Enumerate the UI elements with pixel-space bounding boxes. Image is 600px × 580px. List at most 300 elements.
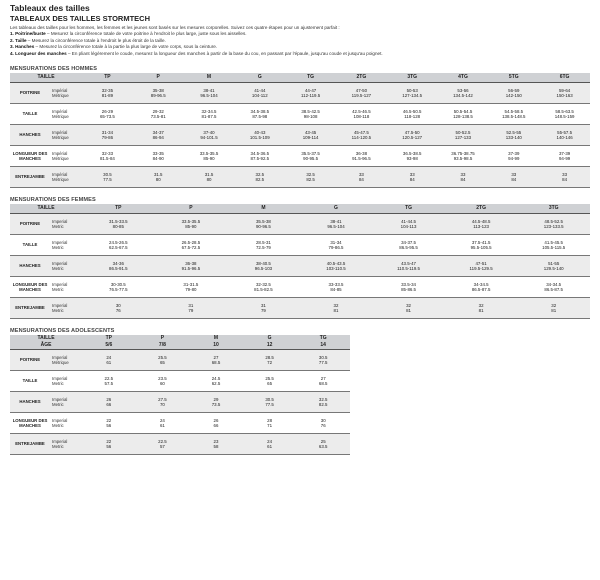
unit-labels [50, 413, 82, 434]
value-metric: 84-90 [152, 156, 164, 162]
value-metric: 86.5-87.5 [544, 287, 563, 293]
value-imperial: 41-44.5 [401, 218, 416, 224]
unit-imperial: Imperial [52, 302, 68, 308]
value-imperial: 36-38 [185, 260, 197, 266]
value-imperial: 38.5-42.5 [301, 108, 320, 114]
value-metric: 90-95.5 [303, 156, 319, 162]
size-cell [155, 256, 228, 277]
size-header-m: M [184, 73, 235, 83]
value-imperial: 40.5-43.5 [326, 260, 346, 266]
size-cell [136, 413, 190, 434]
size-cell [133, 146, 184, 167]
age-header-value: 7/8 [136, 342, 190, 350]
size-cell [82, 434, 136, 455]
size-cell [517, 214, 590, 235]
unit-metric: Métrique [52, 135, 69, 141]
value-imperial: 33.5-34 [401, 281, 416, 287]
measurement-label: TAILLE [10, 235, 50, 256]
value-imperial: 29 [213, 396, 219, 402]
value-imperial: 58.5-63.5 [555, 108, 574, 114]
table-row [10, 371, 350, 392]
value-imperial: 32-32.5 [255, 281, 271, 287]
size-header-m: M [189, 335, 243, 342]
value-metric: 94-99 [558, 156, 571, 162]
size-cell [82, 350, 136, 371]
unit-imperial: Imperial [52, 417, 68, 423]
value-imperial: 41.5-45.5 [544, 239, 563, 245]
value-metric: 82.5 [318, 402, 328, 408]
page-subtitle: TABLEAUX DES TAILLES STORMTECH [10, 14, 151, 23]
value-imperial: 47-50 [355, 87, 368, 93]
value-metric: 86.5-91.5 [109, 266, 128, 272]
value-metric: 86.5-87.5 [471, 287, 491, 293]
value-imperial: 34-37 [152, 129, 164, 135]
unit-imperial: Impérial [52, 129, 68, 135]
value-imperial: 59-64 [558, 87, 571, 93]
value-imperial: 47-51 [475, 260, 487, 266]
step-text: – En pliant légèrement le coude, mesurez la longueur des manches à partir de la base du cou, en passant par l'épaule, jusqu'au coude et jusqu'au poignet. [66, 50, 383, 56]
size-cell [155, 277, 228, 298]
size-cell [445, 256, 518, 277]
value-imperial: 50.5-54.5 [453, 108, 473, 114]
value-metric: 150-163 [556, 93, 573, 99]
men-section-title: MENSURATIONS DES HOMMES [10, 66, 98, 73]
value-metric: 104-113 [400, 224, 417, 230]
size-cell [285, 104, 336, 125]
value-metric: 84 [562, 177, 568, 183]
value-imperial: 36.5-38.5 [402, 150, 422, 156]
size-cell [372, 235, 445, 256]
size-cell [184, 104, 235, 125]
measurement-label: ENTREJAMBE [10, 298, 50, 319]
value-metric: 142-150 [505, 93, 522, 99]
value-metric: 57.5 [104, 381, 114, 387]
value-imperial: 22.5 [104, 375, 114, 381]
value-imperial: 31.5 [153, 171, 163, 177]
size-cell [234, 104, 285, 125]
size-cell [184, 83, 235, 104]
size-cell [184, 125, 235, 146]
value-metric: 98-108 [303, 114, 318, 120]
value-metric: 148.5-159 [554, 114, 575, 120]
unit-imperial: Imperial [52, 281, 68, 287]
unit-metric: Métrique [52, 93, 69, 99]
value-metric: 95.5-105.5 [470, 245, 492, 251]
step-text: – Mesurez la circonférence totale de votre poitrine à l'endroit le plus large, juste sous les aisselles. [45, 31, 247, 37]
measurement-label: LONGUEUR DES MANCHES [10, 413, 50, 434]
value-metric: 66 [213, 423, 219, 429]
size-cell [82, 256, 155, 277]
size-cell [296, 350, 350, 371]
size-cell [82, 214, 155, 235]
value-imperial: 31-31.5 [183, 281, 199, 287]
value-metric: 77.5 [103, 177, 112, 183]
size-cell [227, 277, 300, 298]
size-cell [300, 214, 373, 235]
value-imperial: 31.5 [204, 171, 214, 177]
value-metric: 93.5-98.5 [453, 156, 473, 162]
age-header-value: 5/6 [82, 342, 136, 350]
value-metric: 60 [159, 381, 165, 387]
size-cell [155, 214, 228, 235]
women-section-title: MENSURATIONS DES FEMMES [10, 197, 96, 204]
size-cell [82, 146, 133, 167]
value-imperial: 25.5 [265, 375, 274, 381]
value-imperial: 24.5 [211, 375, 221, 381]
value-metric: 91.5-96.5 [352, 156, 371, 162]
value-imperial: 48.5-52.5 [544, 218, 563, 224]
value-metric: 70 [159, 402, 165, 408]
size-cell [243, 350, 297, 371]
value-imperial: 31-34 [330, 239, 342, 245]
size-cell [336, 83, 387, 104]
value-metric: 67.5-72.5 [181, 245, 201, 251]
value-metric: 86.5-95.5 [399, 245, 418, 251]
size-cell [438, 125, 489, 146]
unit-metric: Metric [52, 444, 64, 450]
value-imperial: 26 [213, 417, 219, 423]
unit-metric: Metric [52, 308, 64, 314]
measurement-label: TAILLE [10, 104, 50, 125]
value-imperial: 37-40 [203, 129, 215, 135]
value-metric: 89-96.5 [150, 93, 166, 99]
table-row [10, 298, 590, 319]
intro-text: Les tableaux des tailles pour les hommes, les femmes et les jeunes sont basés sur les mesures corporelles. Suivez ces quatre étapes pour un ajustement parfait : [10, 25, 340, 30]
value-metric: 87.5-92.5 [250, 156, 270, 162]
value-metric: 57 [159, 444, 165, 450]
size-header-2tg: 2TG [445, 204, 518, 214]
value-imperial: 30 [115, 302, 121, 308]
value-metric: 81.5-84 [99, 156, 115, 162]
size-cell [372, 298, 445, 319]
value-metric: 80 [155, 177, 161, 183]
value-imperial: 38-41 [330, 218, 342, 224]
value-imperial: 37-39 [508, 150, 520, 156]
value-metric: 79 [188, 308, 194, 314]
unit-imperial: Impérial [52, 150, 68, 156]
unit-labels [50, 104, 82, 125]
value-imperial: 32-33 [101, 150, 114, 156]
value-metric: 109-114 [302, 135, 319, 141]
value-metric: 96.5-104 [327, 224, 345, 230]
unit-labels [50, 83, 82, 104]
value-imperial: 53-56 [457, 87, 469, 93]
value-metric: 81-89 [101, 93, 114, 99]
size-cell [82, 83, 133, 104]
value-imperial: 32.5 [306, 171, 315, 177]
value-metric: 79 [260, 308, 266, 314]
value-metric: 82.5 [255, 177, 265, 183]
unit-labels [50, 125, 82, 146]
value-imperial: 28 [267, 417, 273, 423]
value-metric: 61 [267, 444, 273, 450]
measurement-label: LONGUEUR DES MANCHES [10, 146, 50, 167]
size-cell [133, 125, 184, 146]
value-imperial: 55-57.5 [557, 129, 573, 135]
value-imperial: 25.5 [158, 354, 167, 360]
table-row [10, 256, 590, 277]
size-cell [488, 83, 539, 104]
size-cell [184, 146, 235, 167]
age-header-value: 10 [189, 342, 243, 350]
size-cell [82, 235, 155, 256]
step-name: 2. Taille [10, 37, 27, 43]
value-metric: 58 [213, 444, 219, 450]
value-imperial: 40-43 [254, 129, 266, 135]
value-metric: 87.5-98 [252, 114, 268, 120]
size-cell [488, 146, 539, 167]
value-imperial: 34.5-38.5 [250, 108, 270, 114]
measurement-label: LONGUEUR DES MANCHES [10, 277, 50, 298]
size-header-g: G [234, 73, 285, 83]
age-header-label: ÂGE [10, 342, 82, 350]
value-imperial: 51-55 [548, 260, 560, 266]
size-cell [488, 125, 539, 146]
unit-imperial: Impérial [52, 108, 68, 114]
value-metric: 127-134.5 [402, 93, 423, 99]
size-header-tp: TP [82, 73, 133, 83]
value-imperial: 45-47.5 [353, 129, 369, 135]
size-cell [189, 413, 243, 434]
value-imperial: 22.5 [158, 438, 167, 444]
value-metric: 114-120.5 [351, 135, 372, 141]
unit-imperial: Imperial [52, 375, 68, 381]
size-cell [234, 167, 285, 188]
value-metric: 62.5-67.5 [109, 245, 128, 251]
value-imperial: 24 [267, 438, 273, 444]
size-cell [82, 167, 133, 188]
size-header-label: TAILLE [10, 335, 82, 342]
table-row [10, 214, 590, 235]
table-row [10, 277, 590, 298]
value-metric: 112-119.5 [301, 93, 321, 99]
table-row [10, 350, 350, 371]
size-cell [387, 104, 438, 125]
table-row [10, 235, 590, 256]
size-cell [227, 298, 300, 319]
unit-metric: Métrique [52, 177, 69, 183]
value-imperial: 34-37.5 [401, 239, 416, 245]
size-cell [438, 146, 489, 167]
measurement-label: TAILLE [10, 371, 50, 392]
size-cell [517, 235, 590, 256]
value-imperial: 33.5-35.5 [199, 150, 219, 156]
size-cell [82, 413, 136, 434]
size-cell [387, 146, 438, 167]
size-header-4tg: 4TG [438, 73, 489, 83]
table-row [10, 392, 350, 413]
value-metric: 72.5-79 [255, 245, 271, 251]
unit-imperial: Impérial [52, 87, 68, 93]
value-metric: 119.5-127 [351, 93, 372, 99]
size-cell [300, 235, 373, 256]
size-cell [234, 125, 285, 146]
men-size-table [10, 73, 590, 188]
value-imperial: 23 [213, 438, 219, 444]
size-cell [539, 125, 590, 146]
value-imperial: 31 [260, 302, 266, 308]
value-metric: 81 [551, 308, 557, 314]
size-cell [189, 371, 243, 392]
value-imperial: 30.5 [265, 396, 274, 402]
value-imperial: 22 [106, 417, 112, 423]
size-header-tg: TG [285, 73, 336, 83]
value-imperial: 50-52.5 [455, 129, 471, 135]
size-cell [372, 214, 445, 235]
value-metric: 103-110.5 [326, 266, 346, 272]
value-imperial: 44.5-48.5 [471, 218, 491, 224]
value-imperial: 43.5-47 [401, 260, 416, 266]
size-cell [488, 104, 539, 125]
size-cell [189, 434, 243, 455]
value-metric: 61 [106, 360, 112, 366]
value-imperial: 42.5-46.5 [352, 108, 371, 114]
size-cell [488, 167, 539, 188]
size-cell [82, 125, 133, 146]
size-cell [300, 298, 373, 319]
value-imperial: 33 [511, 171, 517, 177]
value-metric: 73.5-81 [150, 114, 166, 120]
value-metric: 105.5-115.5 [542, 245, 566, 251]
value-metric: 81 [406, 308, 411, 314]
table-row [10, 125, 590, 146]
value-imperial: 30-30.5 [110, 281, 126, 287]
value-metric: 76 [115, 308, 121, 314]
size-cell [336, 146, 387, 167]
size-cell [82, 298, 155, 319]
value-metric: 76.5-77.5 [109, 287, 128, 293]
value-metric: 72 [267, 360, 273, 366]
value-metric: 65 [267, 381, 273, 387]
size-cell [387, 167, 438, 188]
value-metric: 104-112 [251, 93, 268, 99]
value-metric: 85-86.5 [401, 287, 416, 293]
value-imperial: 34-34.5 [546, 281, 562, 287]
value-imperial: 54.5-58.5 [504, 108, 524, 114]
value-metric: 101.5-109 [249, 135, 270, 141]
unit-imperial: Imperial [52, 218, 68, 224]
value-imperial: 28.5-31 [255, 239, 271, 245]
value-imperial: 33 [562, 171, 568, 177]
value-metric: 96.5-104 [200, 93, 218, 99]
value-imperial: 34-36 [112, 260, 124, 266]
size-cell [296, 392, 350, 413]
unit-labels [50, 392, 82, 413]
value-metric: 90-96.5 [255, 224, 271, 230]
step-text: – Mesurez la circonférence totale à l'endroit le plus étroit de la taille. [26, 37, 166, 43]
value-metric: 85-90 [203, 156, 215, 162]
value-imperial: 33-35 [152, 150, 164, 156]
value-metric: 113-123 [473, 224, 489, 230]
size-cell [189, 392, 243, 413]
size-cell [539, 83, 590, 104]
unit-metric: Metric [52, 287, 64, 293]
size-cell [445, 214, 518, 235]
value-imperial: 27 [213, 354, 219, 360]
table-row [10, 83, 590, 104]
value-metric: 65 [159, 360, 165, 366]
size-cell [82, 104, 133, 125]
size-header-g: G [300, 204, 373, 214]
value-metric: 110.5-119.5 [397, 266, 420, 272]
unit-imperial: Impérial [52, 171, 68, 177]
value-imperial: 27.5 [158, 396, 167, 402]
value-metric: 61 [159, 423, 165, 429]
size-cell [155, 235, 228, 256]
value-imperial: 33 [409, 171, 415, 177]
measurement-steps [10, 31, 590, 57]
value-imperial: 37.5-41.5 [471, 239, 491, 245]
unit-metric: Métrique [52, 114, 69, 120]
size-cell [82, 277, 155, 298]
size-cell [336, 125, 387, 146]
size-header-p: P [133, 73, 184, 83]
value-metric: 81 [333, 308, 339, 314]
size-header-m: M [227, 204, 300, 214]
value-metric: 77.5 [318, 360, 328, 366]
value-imperial: 46.5-50.5 [402, 108, 422, 114]
size-cell [517, 298, 590, 319]
table-row [10, 413, 350, 434]
value-metric: 79-80 [185, 287, 197, 293]
age-header-value: 12 [243, 342, 297, 350]
value-metric: 68.5 [211, 360, 221, 366]
size-cell [227, 256, 300, 277]
age-header-value: 14 [296, 342, 350, 350]
size-cell [285, 146, 336, 167]
measurement-label: HANCHES [10, 125, 50, 146]
value-metric: 71 [267, 423, 273, 429]
step-name: 4. Longueur des manches [10, 50, 67, 56]
unit-metric: Metric [52, 381, 64, 387]
value-imperial: 52.5-55 [506, 129, 522, 135]
size-cell [243, 434, 297, 455]
value-metric: 84 [409, 177, 415, 183]
value-metric: 91.5-96.5 [181, 266, 201, 272]
size-cell [285, 125, 336, 146]
size-cell [517, 277, 590, 298]
value-metric: 86-94 [152, 135, 164, 141]
size-cell [296, 434, 350, 455]
value-metric: 129.5-140 [543, 266, 564, 272]
value-imperial: 32.5 [318, 396, 328, 402]
value-imperial: 30.5 [318, 354, 328, 360]
value-imperial: 26 [106, 396, 112, 402]
size-cell [445, 298, 518, 319]
value-metric: 84 [511, 177, 517, 183]
teen-size-table [10, 335, 350, 455]
unit-imperial: Imperial [52, 354, 68, 360]
unit-labels [50, 350, 82, 371]
value-imperial: 35.5-38 [255, 218, 271, 224]
value-metric: 66 [106, 402, 112, 408]
size-cell [539, 167, 590, 188]
value-imperial: 41-44 [254, 87, 266, 93]
size-header-tg: TG [296, 335, 350, 342]
value-imperial: 24.5-26.5 [109, 239, 128, 245]
value-imperial: 31 [188, 302, 194, 308]
size-cell [82, 392, 136, 413]
table-row [10, 167, 590, 188]
size-header-5tg: 5TG [488, 73, 539, 83]
size-cell [387, 83, 438, 104]
value-metric: 73.5 [211, 402, 221, 408]
size-cell [136, 350, 190, 371]
unit-metric: Metric [52, 224, 64, 230]
size-cell [445, 277, 518, 298]
size-cell [133, 167, 184, 188]
value-imperial: 30.5 [103, 171, 112, 177]
